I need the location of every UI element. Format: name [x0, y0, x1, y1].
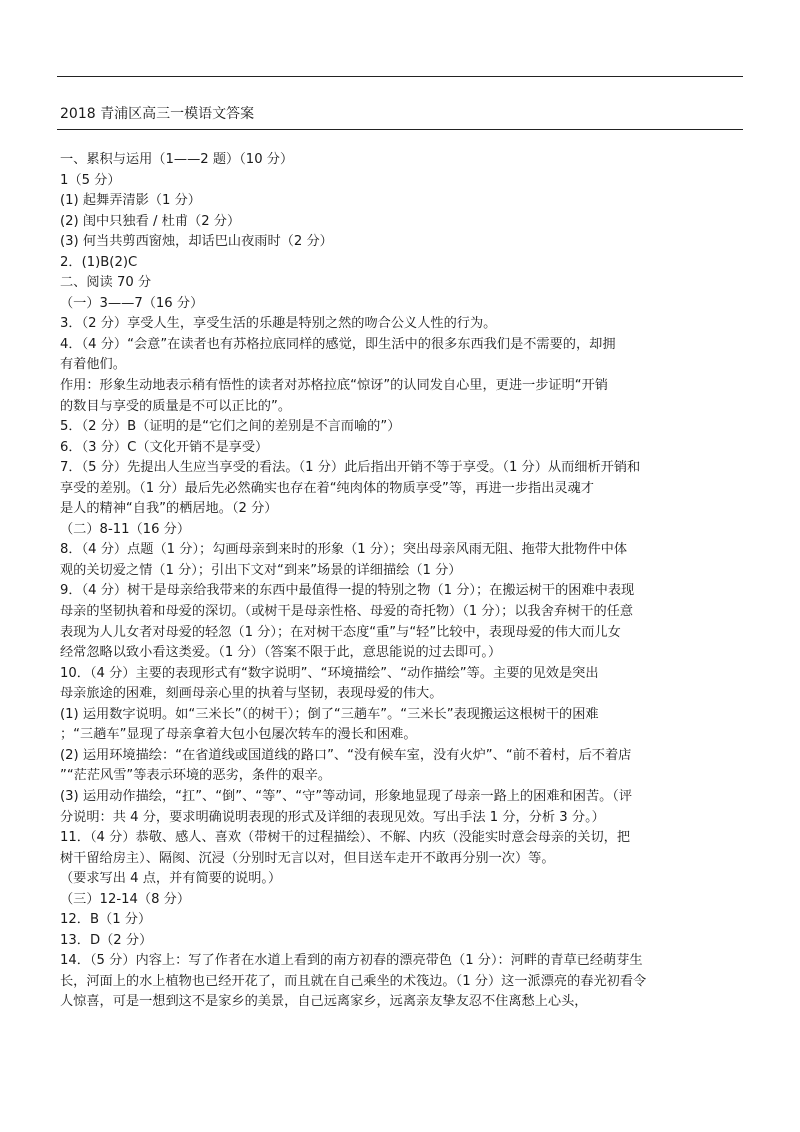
- text-line: 母亲的坚韧执着和母爱的深切。（或树干是母亲性格、母爱的奇托物）（1 分）；以我舍弃树干的任意: [60, 604, 634, 620]
- text-line: (3) 何当共剪西窗烛，却话巴山夜雨时（2 分）: [60, 234, 333, 250]
- text-line: 14．（5 分）内容上：写了作者在水道上看到的南方初春的漂亮带色（1 分）：河畔的青草已经萌芽生: [60, 953, 643, 969]
- answer-body: [60, 150, 750, 1013]
- title-divider: [57, 129, 743, 130]
- text-line: 12．B（1 分）: [60, 912, 152, 928]
- text-line: 母亲旅途的困难，刻画母亲心里的执着与坚韧，表现母爱的伟大。: [60, 686, 443, 702]
- text-line: 有着他们。: [60, 357, 126, 373]
- text-line: (2) 闺中只独看 / 杜甫（2 分）: [60, 213, 241, 229]
- text-line: （二）8-11（16 分）: [60, 521, 191, 537]
- text-line: 长，河面上的水上植物也已经开花了，而且就在自己乘坐的术筏边。（1 分）这一派漂亮的春光初看令: [60, 973, 647, 989]
- text-line: (3) 运用动作描绘，“扛”、“倒”、“等”、“守”等动词，形象地显现了母亲一路上的困难和困苦。（评: [60, 788, 633, 804]
- text-line: 4．（4 分）“会意”在读者也有苏格拉底同样的感觉，即生活中的很多东西我们是不需要的，却拥: [60, 336, 616, 352]
- text-line: 树干留给房主）、隔阂、沉浸（分别时无言以对，但目送车走开不敢再分别一次）等。: [60, 850, 555, 866]
- text-line: 是人的精神“自我”的栖居地。（2 分）: [60, 501, 278, 517]
- document-title: 2018 青浦区高三一模语文答案: [60, 106, 255, 122]
- text-line: 3．（2 分）享受人生，享受生活的乐趣是特别之然的吻合公义人性的行为。: [60, 316, 497, 332]
- text-line: 经常忽略以致小看这类爱。（1 分）（答案不限于此，意思能说的过去即可。）: [60, 645, 502, 661]
- text-line: 享受的差别。（1 分）最后先必然确实也存在着“纯肉体的物质享受”等，再进一步指出灵魂才: [60, 480, 594, 496]
- text-line: （三）12-14（8 分）: [60, 891, 191, 907]
- text-line: 11．（4 分）恭敬、感人、喜欢（带树干的过程描绘）、不解、内疚（没能实时意会母亲的关切，把: [60, 830, 631, 846]
- text-line: 5．（2 分）B（证明的是“它们之间的差别是不言而喻的”）: [60, 419, 401, 435]
- text-line: 分说明：共 4 分，要求明确说明表现的形式及详细的表现见效。写出手法 1 分，分析 3 分。）: [60, 809, 605, 825]
- text-line: （要求写出 4 点，并有简要的说明。）: [60, 871, 282, 887]
- top-divider: [57, 76, 743, 77]
- text-line: 6．（3 分）C（文化开销不是享受）: [60, 439, 269, 455]
- text-line: 的数目与享受的质量是不可以正比的”。: [60, 398, 292, 414]
- text-line: 8．（4 分）点题（1 分）；勾画母亲到来时的形象（1 分）；突出母亲风雨无阻、拖带大批物件中体: [60, 542, 628, 558]
- text-line: （一）3——7（16 分）: [60, 295, 204, 311]
- text-line: 9．（4 分）树干是母亲给我带来的东西中最值得一提的特别之物（1 分）；在搬运树干的困难中表现: [60, 583, 635, 599]
- text-line: 人惊喜，可是一想到这不是家乡的美景，自己远离家乡，远离亲友挚友忍不住离愁上心头，: [60, 994, 588, 1010]
- text-line: 表现为人儿女者对母爱的轻忽（1 分）；在对树干态度“重”与“轻”比较中，表现母爱的伟大而儿女: [60, 624, 621, 640]
- text-line: ；“三趟车”显现了母亲拿着大包小包屡次转车的漫长和困难。: [60, 727, 417, 743]
- text-line: (1) 运用数字说明。如“三米长”（的树干）；倒了“三趟车”。“三米长”表现搬运这根树干的困难: [60, 706, 599, 722]
- text-line: 一、累积与运用（1——2 题）（10 分）: [60, 152, 294, 167]
- text-line: ”“茫茫风雪”等表示环境的恶劣，条件的艰辛。: [60, 768, 332, 784]
- text-line: 二、阅读 70 分: [60, 275, 152, 291]
- text-line: 观的关切爱之情（1 分）；引出下文对“到来”场景的详细描绘（1 分）: [60, 562, 462, 578]
- text-line: 13．D（2 分）: [60, 932, 153, 948]
- text-line: 10．（4 分）主要的表现形式有“数字说明”、“环境描绘”、“动作描绘”等。主要的见效是突出: [60, 665, 599, 681]
- text-line: (1) 起舞弄清影（1 分）: [60, 193, 201, 209]
- text-line: (2) 运用环境描绘：“在省道线或国道线的路口”、“没有候车室，没有火炉”、“前不着村，后不着店: [60, 747, 632, 763]
- text-line: 作用：形象生动地表示稍有悟性的读者对苏格拉底“惊讶”的认同发自心里，更进一步证明“开销: [60, 378, 608, 394]
- text-line: 7．（5 分）先提出人生应当享受的看法。（1 分）此后指出开销不等于享受。（1 分）从而细析开销和: [60, 460, 641, 476]
- text-line: 1（5 分）: [60, 172, 121, 188]
- text-line: 2．(1)B(2)C: [60, 254, 138, 270]
